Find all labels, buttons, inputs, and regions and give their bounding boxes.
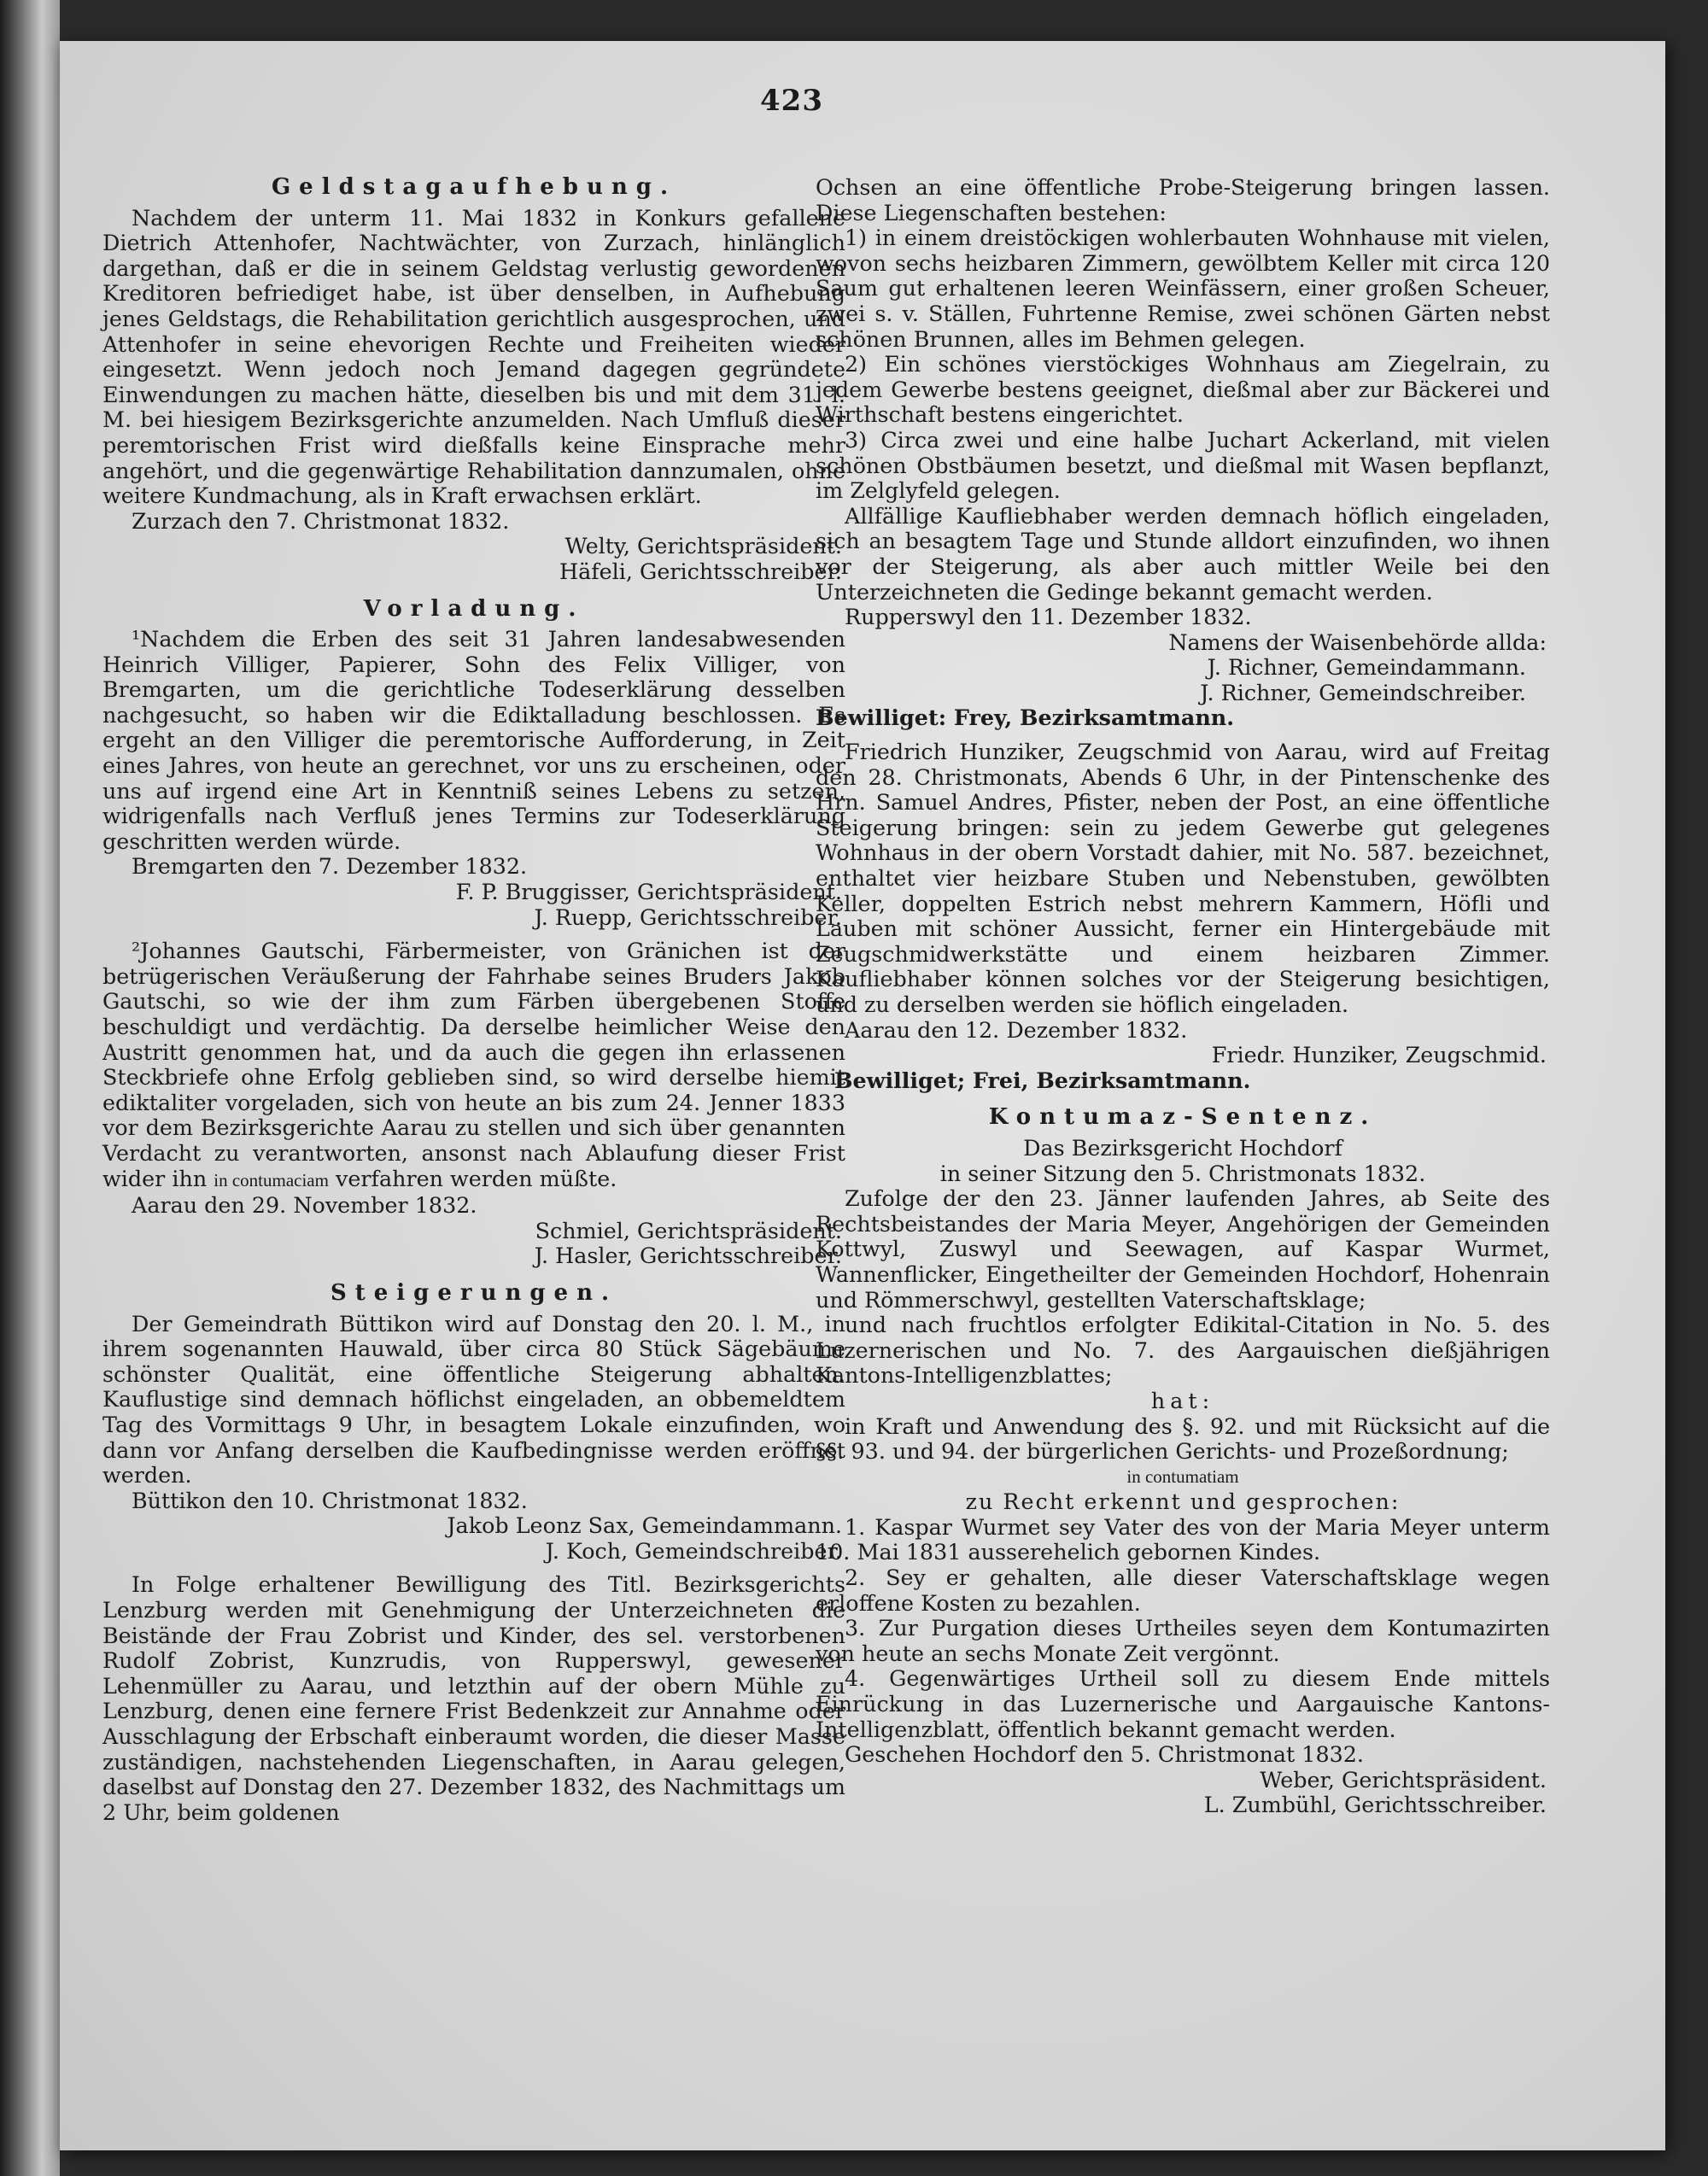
notice-body <box>102 939 845 1193</box>
notice-place-date: Rupperswyl den 11. Dezember 1832. <box>845 604 1252 630</box>
signature: J. Richner, Gemeindammann. <box>1207 654 1526 681</box>
signature: L. Zumbühl, Gerichtsschreiber. <box>1203 1792 1547 1818</box>
list-item: 2) Ein schönes vierstöckiges Wohnhaus am Ziegelrain, zu jedem Gewerbe bestens geeignet, dießmal aber zur Bäckerei und Wirthschaft bestens eingerichtet. <box>816 351 1550 428</box>
page-number: 423 <box>760 84 823 118</box>
latin-phrase: in contumatiam <box>1126 1465 1239 1487</box>
notice-body: Ochsen an eine öffentliche Probe-Steigerung bringen lassen. Diese Liegenschaften bestehen: <box>816 174 1550 225</box>
notice-body: In Folge erhaltener Bewilligung des Titl. Bezirksgerichts Lenzburg werden mit Genehmigung der Unterzeichneten die Beistände der Frau Zobrist und Kinder, des sel. verstorbenen Rudolf Zobrist, Kunzrudis, von Rupperswyl, gewesener Lehenmüller zu Aarau, und letzthin auf der obern Mühle zu Lenzburg, denen eine fernere Frist Bedenkzeit zur Annahme oder Ausschlagung der Erbschaft einberaumt worden, die dieser Masse zuständigen, nachstehenden Liegenschaften, in Aarau gelegen, daselbst auf Donstag den 27. Dezember 1832, des Nachmittags um 2 Uhr, beim goldenen <box>102 1571 845 1825</box>
section-title-steigerungen: Steigerungen. <box>330 1279 618 1306</box>
signature: Weber, Gerichtspräsident. <box>1260 1766 1547 1793</box>
verdict-item: 1. Kaspar Wurmet sey Vater des von der Maria Meyer unterm 10. Mai 1831 ausserehelich gebornen Kindes. <box>816 1513 1550 1565</box>
signature: J. Koch, Gemeindschreiber. <box>545 1537 842 1564</box>
right-column <box>816 175 1550 1818</box>
signature: J. Hasler, Gerichtsschreiber. <box>534 1243 842 1269</box>
verdict-item: 4. Gegenwärtiges Urtheil soll zu diesem Ende mittels Einrückung in das Luzernerische und Aargauische Kantons-Intelligenzblatt, öffentlich bekannt gemacht werden. <box>816 1665 1550 1742</box>
latin-phrase: in contumaciam <box>214 1169 329 1190</box>
notice-body: Allfällige Kaufliebhaber werden demnach höflich eingeladen, sich an besagtem Tage und Stunde alldort einzufinden, wo ihnen vor der Steigerung, als aber auch mittler Weile bei den Unterzeichneten die Gedinge bekannt gemacht werden. <box>816 502 1550 605</box>
signature: Jakob Leonz Sax, Gemeindammann. <box>447 1512 842 1539</box>
notice-body: ¹Nachdem die Erben des seit 31 Jahren landesabwesenden Heinrich Villiger, Papierer, Sohn des Felix Villiger, von Bremgarten, um die gerichtliche Todeserklärung desselben nachgesucht, so haben wir die Ediktalladung beschlossen. Es ergeht an den Villiger die peremtorische Aufforderung, in Zeit eines Jahres, von heute an gerechnet, vor uns zu erscheinen, oder uns auf irgend eine Art in Kenntniß seines Lebens zu setzen, widrigenfalls nach Verfluß jenes Termins zur Todeserklärung geschritten werden würde. <box>102 626 845 854</box>
notice-place-date: Büttikon den 10. Christmonat 1832. <box>132 1487 528 1513</box>
scan-binding-edge <box>0 0 60 2176</box>
signature: Friedr. Hunziker, Zeugschmid. <box>1211 1042 1547 1068</box>
approval-line: Bewilliget; Frei, Bezirksamtmann. <box>834 1067 1251 1093</box>
court-heading: in seiner Sitzung den 5. Christmonats 1832. <box>939 1160 1426 1186</box>
court-heading: Das Bezirksgericht Hochdorf <box>1023 1134 1342 1161</box>
approval-line: Bewilliget: Frey, Bezirksamtmann. <box>816 705 1235 731</box>
verdict-item: 3. Zur Purgation dieses Urtheiles seyen dem Kontumazirten von heute an sechs Monate Zeit vergönnt. <box>816 1615 1550 1666</box>
verdict-item: 2. Sey er gehalten, alle dieser Vaterschaftsklage wegen erloffene Kosten zu bezahlen. <box>816 1565 1550 1616</box>
notice-text: ²Johannes Gautschi, Färbermeister, von Gränichen ist der betrügerischen Veräußerung der Fahrhabe seines Bruders Jakob Gautschi, so wie der ihm zum Färben übergebenen Stoffe beschuldigt und verdächtig. Da derselbe heimlicher Weise den Austritt genommen hat, und da auch die gegen ihn erlassenen Steckbriefe ohne Erfolg geblieben sind, so wird derselbe hiemit ediktaliter vorgeladen, sich von heute an bis zum 24. Jenner 1833 vor dem Bezirksgerichte Aarau zu stellen und sich über genannten Verdacht zu verantworten, ansonst nach Ablaufung dieser Frist wider ihn <box>102 938 845 1191</box>
notice-body: Friedrich Hunziker, Zeugschmid von Aarau, wird auf Freitag den 28. Christmonats, Abends 6 Uhr, in der Pintenschenke des Hrn. Samuel Andres, Pfister, neben der Post, an eine öffentliche Steigerung bringen: sein zu jedem Gewerbe gut gelegenes Wohnhaus in der obern Vorstadt dahier, mit No. 587. bezeichnet, enthaltet vier heizbare Stuben und Nebenstuben, gewölbten Keller, doppelten Estrich nebst mehrern Kammern, Höfli und Lauben mit schöner Aussicht, ferner ein Hintergebäude mit Zeugschmidwerkstätte und einem heizbaren Zimmer. Kaufliebhaber können solches vor der Steigerung besichtigen, und zu derselben werden sie höflich eingeladen. <box>816 739 1550 1017</box>
signature: J. Richner, Gemeindschreiber. <box>1200 679 1526 705</box>
notice-text: verfahren werden müßte. <box>336 1165 617 1191</box>
signature: J. Ruepp, Gerichtsschreiber. <box>534 904 842 930</box>
notice-place-date: Aarau den 29. November 1832. <box>132 1192 477 1219</box>
verdict-heading: zu Recht erkennt und gesprochen: <box>965 1489 1401 1515</box>
notice-place-date: Aarau den 12. Dezember 1832. <box>845 1016 1188 1043</box>
signature: Schmiel, Gerichtspräsident. <box>535 1217 842 1243</box>
signature: Welty, Gerichtspräsident. <box>564 533 842 559</box>
notice-place-date: Zurzach den 7. Christmonat 1832. <box>132 507 510 534</box>
verdict-keyword: hat: <box>1150 1387 1215 1413</box>
notice-place-date: Geschehen Hochdorf den 5. Christmonat 1832. <box>845 1741 1364 1768</box>
section-title-kontumaz: Kontumaz-Sentenz. <box>988 1104 1378 1131</box>
list-item: 3) Circa zwei und eine halbe Juchart Ackerland, mit vielen schönen Obstbäumen besetzt, und dießmal mit Wasen bepflanzt, im Zelglyfeld gelegen. <box>816 426 1550 504</box>
section-title-vorladung: Vorladung. <box>363 595 585 622</box>
left-column <box>102 175 845 1825</box>
list-item: 1) in einem dreistöckigen wohlerbauten Wohnhause mit vielen, wovon sechs heizbaren Zimmern, gewölbtem Keller mit circa 120 Saum gut erhaltenen leeren Weinfässern, einer großen Scheuer, zwei s. v. Ställen, Fuhrtenne Remise, zwei schönen Gärten nebst schönen Brunnen, alles im Behmen gelegen. <box>816 225 1550 352</box>
signature: Häfeli, Gerichtsschreiber. <box>559 558 842 584</box>
section-title-geldstag: Geldstagaufhebung. <box>271 174 677 200</box>
notice-body: in Kraft und Anwendung des §. 92. und mit Rücksicht auf die §§. 93. und 94. der bürgerlichen Gerichts- und Prozeßordnung; <box>816 1413 1550 1465</box>
signature: F. P. Bruggisser, Gerichtspräsident. <box>455 879 842 905</box>
notice-body: Nachdem der unterm 11. Mai 1832 in Konkurs gefallene Dietrich Attenhofer, Nachtwächter, von Zurzach, hinlänglich dargethan, daß er die in seinem Geldstag verlustig gewordenen Kreditoren befriediget habe, ist über denselben, in Aufhebung jenes Geldstags, die Rehabilitation gerichtlich ausgesprochen, und Attenhofer in seine ehevorigen Rechte und Freiheiten wieder eingesetzt. Wenn jedoch noch Jemand dagegen gegründete Einwendungen zu machen hätte, dieselben bis und mit dem 31. l. M. bei hiesigem Bezirksgerichte anzumelden. Nach Umfluß dieser peremtorischen Frist wird dießfalls keine Einsprache mehr angehört, und die gegenwärtige Rehabilitation dannzumalen, ohne weitere Kundmachung, als in Kraft erwachsen erklärt. <box>102 204 845 509</box>
signature: Namens der Waisenbehörde allda: <box>1168 629 1547 655</box>
notice-body: Der Gemeindrath Büttikon wird auf Donstag den 20. l. M., in ihrem sogenannten Hauwald, über circa 80 Stück Sägebäume schönster Qualität, eine öffentliche Steigerung abhalten. Kauflustige sind demnach höflichst eingeladen, an obbemeldtem Tag des Vormittags 9 Uhr, in besagtem Lokale einzufinden, wo dann vor Anfang derselben die Kaufbedingnisse werden eröffnet werden. <box>102 1310 845 1489</box>
notice-place-date: Bremgarten den 7. Dezember 1832. <box>132 853 528 880</box>
notice-body: und nach fruchtlos erfolgter Edikital-Citation in No. 5. des Luzernerischen und No. 7. des Aargauischen dießjährigen Kantons-Intelligenzblattes; <box>816 1312 1550 1389</box>
notice-body: Zufolge der den 23. Jänner laufenden Jahres, ab Seite des Rechtsbeistandes der Maria Meyer, Angehörigen der Gemeinden Kottwyl, Zuswyl und Seewagen, auf Kaspar Wurmet, Wannenflicker, Eingetheilter der Gemeinden Hochdorf, Hohenrain und Römmerschwyl, gestellten Vaterschaftsklage; <box>816 1185 1550 1313</box>
